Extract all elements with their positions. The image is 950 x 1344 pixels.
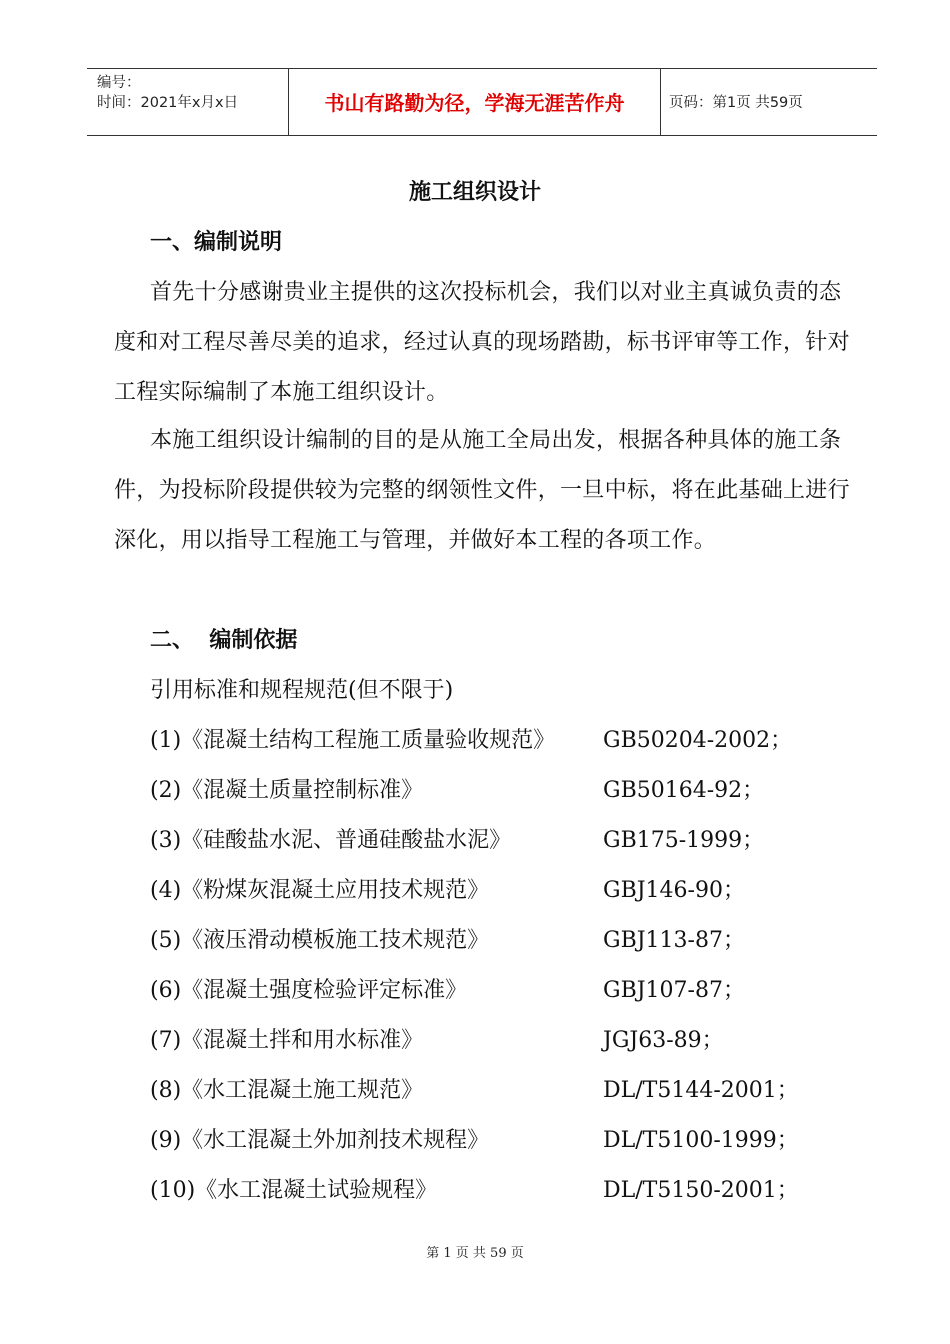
reference-item [150,874,850,908]
document-title: 施工组织设计 [408,180,541,205]
section-2-heading: 二、 编制依据 [150,628,298,653]
time-label: 时间：2021年x月x日 [97,95,239,111]
reference-item [150,1074,850,1108]
reference-item [150,724,850,758]
page-header [87,68,877,136]
reference-item [150,824,850,858]
reference-code: DL/T5144-2001； [603,1078,799,1103]
header-page-info: 页码：第1页 共59页 [669,95,803,111]
reference-name: (9)《水工混凝土外加剂技术规程》 [150,1128,490,1153]
reference-item [150,1124,850,1158]
reference-item [150,974,850,1008]
reference-name: (6)《混凝土强度检验评定标准》 [150,978,468,1003]
reference-name: (10)《水工混凝土试验规程》 [150,1178,438,1203]
reference-name: (8)《水工混凝土施工规范》 [150,1078,424,1103]
reference-code: GB50204-2002； [603,728,793,753]
reference-name: (1)《混凝土结构工程施工质量验收规范》 [150,728,556,753]
reference-code: GB50164-92； [603,778,765,803]
paragraph-2: 本施工组织设计编制的目的是从施工全局出发，根据各种具体的施工条件，为投标阶段提供较为完整的纲领性文件，一旦中标，将在此基础上进行深化，用以指导工程施工与管理，并做好本工程的各项工作。 [114,428,850,553]
paragraph-1: 首先十分感谢贵业主提供的这次投标机会，我们以对业主真诚负责的态度和对工程尽善尽美的追求，经过认真的现场踏勘，标书评审等工作，针对工程实际编制了本施工组织设计。 [114,280,850,405]
reference-name: (3)《硅酸盐水泥、普通硅酸盐水泥》 [150,828,512,853]
reference-code: DL/T5100-1999； [603,1128,799,1153]
header-meta [87,69,288,135]
references-lead: 引用标准和规程规范(但不限于) [150,678,454,703]
serial-label: 编号： [97,75,141,91]
reference-code: JGJ63-89； [603,1028,724,1053]
reference-item [150,1174,850,1208]
reference-name: (4)《粉煤灰混凝土应用技术规范》 [150,878,490,903]
reference-item [150,924,850,958]
reference-code: GB175-1999； [603,828,765,853]
reference-name: (5)《液压滑动模板施工技术规范》 [150,928,490,953]
section-1-heading: 一、编制说明 [150,230,283,255]
reference-code: GBJ107-87； [603,978,745,1003]
reference-code: GBJ113-87； [603,928,745,953]
reference-item [150,774,850,808]
page-footer: 第 1 页 共 59 页 [426,1246,524,1261]
reference-item [150,1024,850,1058]
reference-name: (7)《混凝土拌和用水标准》 [150,1028,424,1053]
header-motto: 书山有路勤为径，学海无涯苦作舟 [288,69,661,135]
reference-code: GBJ146-90； [603,878,745,903]
reference-code: DL/T5150-2001； [603,1178,799,1203]
reference-name: (2)《混凝土质量控制标准》 [150,778,424,803]
